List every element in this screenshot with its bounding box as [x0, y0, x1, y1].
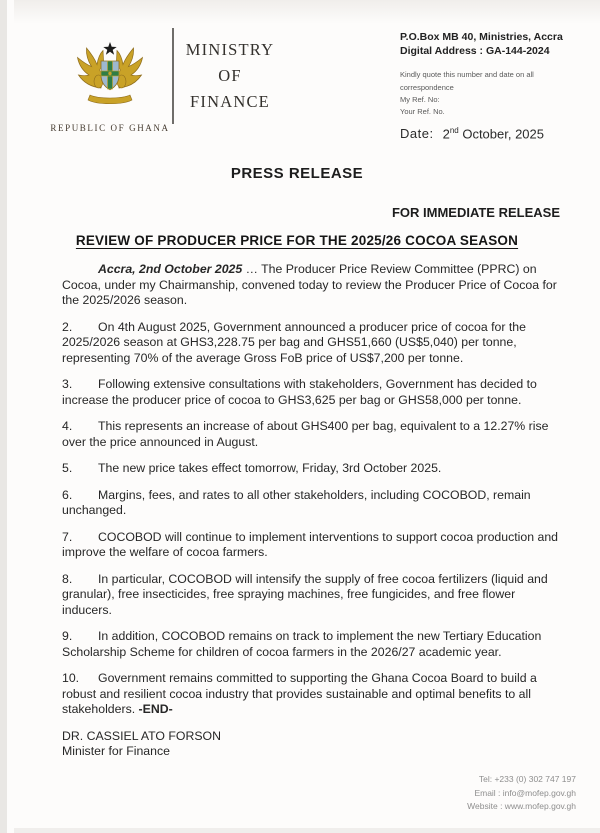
footer-contacts [467, 773, 576, 813]
intro-paragraph [62, 262, 560, 309]
shield-icon [101, 61, 119, 90]
quote-note-line2: correspondence [400, 82, 454, 92]
numbered-paragraph: 10. Government remains committed to supporting the Ghana Cocoa Board to build a robust and resilient cocoa industry that provides sustainable and optimal benefits to all stakeholders. -END- [62, 671, 537, 717]
press-body [62, 262, 560, 760]
numbered-paragraph: 5. The new price takes effect tomorrow, Friday, 3rd October 2025. [62, 461, 442, 476]
numbered-paragraph: 2. On 4th August 2025, Government announced a producer price of cocoa for the 2025/2026 season at GHS3,228.75 per bag and GHS51,660 (US$5,040) per tonne, representing 70% of the average Gross FoB price of US$7,200 per tonne. [62, 319, 526, 365]
digital-address-line: Digital Address : GA-144-2024 [400, 45, 550, 58]
republic-of-ghana-caption: REPUBLIC OF GHANA [50, 123, 170, 133]
numbered-paragraph: 7. COCOBOD will continue to implement interventions to support cocoa production and improve the welfare of cocoa farmers. [62, 529, 558, 560]
page-content [7, 0, 600, 760]
numbered-paragraph: 3. Following extensive consultations with stakeholders, Government has decided to increase the producer price of cocoa to GHS3,625 per bag or GHS58,000 per tonne. [62, 377, 537, 407]
intro-text: … The Producer Price Review Committee (PPRC) on Cocoa, under my Chairmanship, convened today to review the Producer Price of Cocoa for the 2025/2026 season. [62, 262, 557, 308]
ministry-name-line: MINISTRY [185, 40, 275, 59]
date-label: Date: [400, 126, 434, 142]
paragraph-number: 6. [62, 487, 73, 502]
ministry-name-line: OF [218, 66, 242, 85]
date-rest: October, 2025 [458, 126, 544, 142]
ministry-name-line: FINANCE [190, 92, 270, 111]
signature-block [62, 729, 560, 760]
ministry-logo [50, 28, 278, 134]
letterhead [50, 28, 563, 142]
subject-heading: REVIEW OF PRODUCER PRICE FOR THE 2025/26 COCOA SEASON [75, 233, 519, 249]
logo-divider [172, 28, 174, 124]
paragraph-number: 2. [62, 319, 73, 334]
paragraph-number: 7. [62, 529, 73, 544]
paragraph-number: 3. [62, 377, 73, 392]
quote-note-line1: Kindly quote this number and date on all [400, 70, 534, 80]
reference-block [400, 28, 575, 141]
crest-column [50, 29, 170, 133]
paragraph-number: 8. [62, 571, 73, 586]
numbered-paragraphs [62, 320, 560, 718]
ghana-coat-of-arms-icon [70, 29, 150, 121]
end-marker: -END- [135, 702, 173, 717]
black-star-icon [103, 42, 116, 55]
eagle-icon-right [116, 48, 143, 88]
numbered-paragraph: 9. In addition, COCOBOD remains on track to implement the new Tertiary Education Scholarship Scheme for children of cocoa farmers in the 2026/27 academic year. [62, 629, 542, 659]
ministry-name [182, 37, 278, 115]
reference-notes [400, 69, 575, 119]
for-immediate-release-label: FOR IMMEDIATE RELEASE [391, 205, 560, 221]
intro-dateline: Accra, 2nd October 2025 [98, 262, 243, 277]
po-box-line: P.O.Box MB 40, Ministries, Accra [400, 31, 563, 43]
footer-email: Email : info@mofep.gov.gh [474, 787, 576, 798]
signature-name: DR. CASSIEL ATO FORSON [62, 728, 221, 743]
scan-edge-bottom [14, 828, 600, 833]
signature-title: Minister for Finance [62, 744, 170, 759]
ribbon-icon [88, 95, 132, 104]
paragraph-number: 9. [62, 629, 73, 644]
press-release-page [7, 0, 600, 833]
numbered-paragraph: 6. Margins, fees, and rates to all other stakeholders, including COCOBOD, remain unchanged. [62, 487, 531, 518]
date-ordinal: nd [449, 125, 459, 135]
date-line [400, 126, 575, 141]
numbered-paragraph: 8. In particular, COCOBOD will intensify the supply of free cocoa fertilizers (liquid and granular), free insecticides, free spraying machines, free fungicides, and free flower inducers. [62, 571, 548, 617]
your-ref-label: Your Ref. No. [400, 107, 445, 117]
paragraph-number: 5. [62, 461, 73, 476]
paragraph-number: 10. [62, 671, 80, 686]
paragraph-number: 4. [62, 419, 73, 434]
date-day: 2 [442, 126, 450, 142]
eagle-icon-left [78, 48, 105, 88]
numbered-paragraph: 4. This represents an increase of about GHS400 per bag, equivalent to a 12.27% rise over the price announced in August. [62, 419, 549, 449]
footer-website: Website : www.mofep.gov.gh [467, 800, 576, 811]
footer-tel: Tel: +233 (0) 302 747 197 [478, 774, 576, 785]
my-ref-label: My Ref. No: [400, 95, 440, 105]
press-release-title: PRESS RELEASE [230, 165, 364, 183]
